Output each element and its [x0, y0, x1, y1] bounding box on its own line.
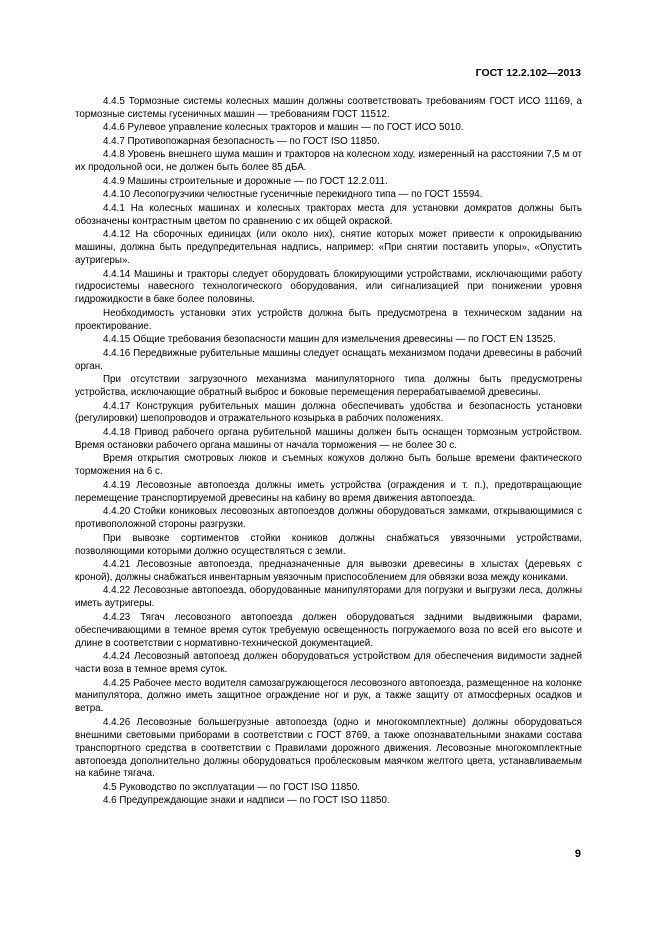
paragraph: 4.4.24 Лесовозный автопоезд должен оборудоваться устройством для обеспечения видимости задней части воза в темное время суток.	[75, 651, 582, 676]
paragraph: 4.4.5 Тормозные системы колесных машин должны соответствовать требованиям ГОСТ ИСО 11169, а тормозные системы гусеничных машин — требованиям ГОСТ 11512.	[75, 96, 582, 120]
paragraph: Время открытия смотровых люков и съемных кожухов должно быть больше времени фактического торможения на 6 с.	[75, 453, 582, 478]
paragraph: 4.4.26 Лесовозные большегрузные автопоезда (одно и многокомплектные) должны оборудоваться внешними световыми приборами в соответствии с ГОСТ 8769, а также опознавательными знаками состава транспортного средства в соответствии с Правилами дорожного движения. Лесовозные многокомплектные автопоезда дополнительно должны оборудоваться проблесковым маячком желтого цвета, устанавливаемым на кабине тягача.	[75, 716, 582, 780]
paragraph: 4.5 Руководство по эксплуатации — по ГОСТ ISO 11850.	[103, 781, 360, 793]
paragraph: 4.4.21 Лесовозные автопоезда, предназначенные для вывозки древесины в хлыстах (деревьях с кроной), должны снабжаться инвентарным увязочным приспособлением для обвязки воза между кониками.	[75, 559, 582, 583]
paragraph: Необходимость установки этих устройств должна быть предусмотрена в техническом задании на проектирование.	[75, 307, 582, 332]
paragraph: 4.4.18 Привод рабочего органа рубительной машины должен быть оснащен тормозным устройством. Время остановки рабочего органа машины от начала торможения — не более 30 с.	[75, 426, 582, 451]
paragraph: 4.4.8 Уровень внешнего шума машин и тракторов на колесном ходу, измеренный на расстоянии 7,5 м от их продольной оси, не должен быть более 85 дБА.	[75, 149, 582, 174]
paragraph: 4.4.14 Машины и тракторы следует оборудовать блокирующими устройствами, исключающими работу гидросистемы навесного технологического оборудования, или сигнализацией при понижении уровня гидрожидкости в баке более половины.	[75, 268, 582, 306]
paragraph: 4.4.20 Стойки кониковых лесовозных автопоездов должны оборудоваться замками, открывающимися с противоположной стороны разгрузки.	[75, 506, 582, 531]
paragraph: 4.4.9 Машины строительные и дорожные — по ГОСТ 12.2.011.	[103, 175, 388, 187]
paragraph: При отсутствии загрузочного механизма манипуляторного типа должны быть предусмотрены устройства, исключающие обратный выброс и боковые перемещения перерабатываемой древесины.	[75, 374, 582, 399]
paragraph: 4.4.23 Тягач лесовозного автопоезда должен оборудоваться задними выдвижными фарами, обеспечивающими в темное время суток требуемую освещенность погружаемого воза по всей его высоте и длине в соответствии с нормативно-технической документацией.	[75, 611, 582, 649]
paragraph: 4.6 Предупреждающие знаки и надписи — по ГОСТ ISO 11850.	[103, 795, 390, 807]
paragraph: 4.4.17 Конструкция рубительных машин должна обеспечивать удобства и безопасность установки (регулировки) шепопроводов и отражательного козырька в рабочих положениях.	[75, 400, 582, 425]
paragraph: 4.4.16 Передвижные рубительные машины следует оснащать механизмом подачи древесины в рабочий орган.	[75, 347, 582, 372]
paragraph: 4.4.25 Рабочее место водителя самозагружающегося лесовозного автопоезда, размещенное на колонке манипулятора, должно иметь защитное ограждение ног и рук, а также защиту от атмосферных осадков и ветра.	[75, 677, 582, 715]
paragraph: 4.4.12 На сборочных единицах (или около них), снятие которых может привести к опрокидыванию машины, должна быть предупредительная надпись, например: «При снятии поставить упоры», «Опустить аутригеры».	[75, 229, 582, 267]
paragraph: 4.4.7 Противопожарная безопасность — по ГОСТ ISO 11850.	[103, 135, 380, 147]
paragraph: 4.4.19 Лесовозные автопоезда должны иметь устройства (ограждения и т. п.), предотвращающие перемещение транспортируемой древесины на кабину во время движения автопоезда.	[75, 479, 582, 504]
document-header: ГОСТ 12.2.102—2013	[475, 67, 581, 79]
page-number: 9	[574, 848, 581, 860]
paragraph: 4.4.1 На колесных машинах и колесных тракторах места для установки домкратов должны быть обозначены контрастным цветом по сравнению с их общей окраской.	[75, 202, 582, 227]
paragraph: 4.4.6 Рулевое управление колесных тракторов и машин — по ГОСТ ИСО 5010.	[103, 122, 464, 134]
paragraph: 4.4.10 Лесопогрузчики челюстные гусеничные перекидного типа — по ГОСТ 15594.	[103, 189, 483, 201]
paragraph: 4.4.15 Общие требования безопасности машин для измельчения древесины — по ГОСТ EN 13525.	[103, 334, 556, 346]
paragraph: 4.4.22 Лесовозные автопоезда, оборудованные манипуляторами для погрузки и выгрузки леса, должны иметь аутригеры.	[75, 585, 582, 610]
paragraph: При вывозке сортиментов стойки коников должны снабжаться увязочными устройствами, позволяющими которыми должно осуществляться с земли.	[75, 532, 582, 557]
document-body	[75, 96, 582, 809]
